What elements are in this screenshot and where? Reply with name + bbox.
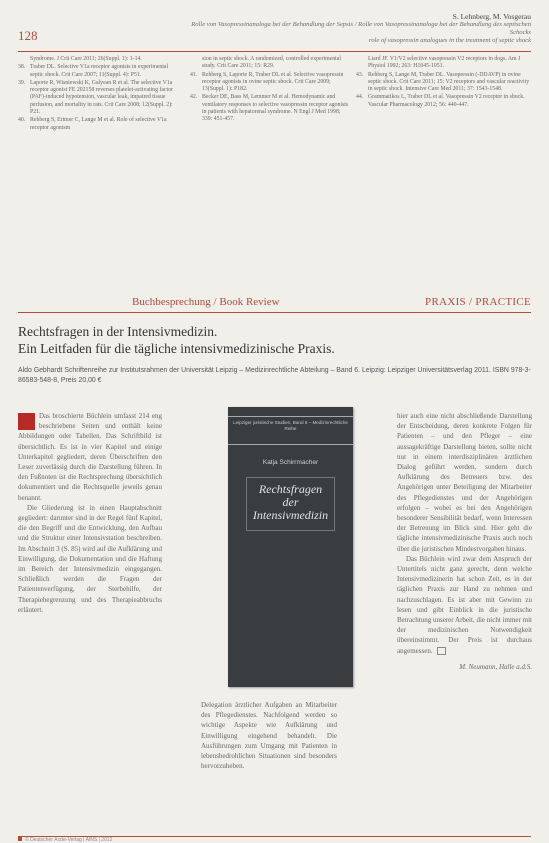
section-header (18, 296, 531, 310)
book-cover-title-line: der (282, 495, 299, 509)
end-mark-icon (437, 647, 446, 655)
review-column-3 (397, 411, 532, 672)
reference-text: Rehberg S, Laporte R, Traber DL et al. Selective vasopressin receptor agonists in ovine septic shock. Crit Care 2009; 13(Suppl. 1): P182. (202, 71, 344, 93)
running-head-authors: S. Lehnberg, M. Vosgerau (452, 12, 531, 21)
book-cover-title-line: Rechtsfragen (258, 482, 323, 496)
dropcap-square (18, 413, 35, 430)
book-cover-title (228, 483, 353, 522)
reference-number: 42. (190, 94, 198, 101)
running-head (191, 13, 531, 45)
review-column-2 (201, 700, 337, 771)
reference-number: 40. (18, 117, 26, 124)
paragraph: hier auch eine nicht abschließende Darstellung der Entscheidung, deren konkrete Folgen für Patienten – und den Pfleger – eine aussagekräftige Darstellung bieten, sollte nicht nur in einem interdisziplinären ärztlichen Dialog geführt werden, sondern durch Aufklärung des Betreuers bzw. des Angehörigen unter Beteiligung der Mitarbeiter des Pflegedienstes und der Angehörigen erfolgen – wobei es bei den Angehörigen besonderer Sensibilität bedarf, wenn Interessen der Betreuung im Blick sind. Hier geht die tägliche intensivmedizinische Praxis auch noch über die juristischen Mindestvorgaben hinaus. (397, 412, 532, 553)
reference-number: 44. (356, 94, 364, 101)
reference-item (356, 56, 531, 71)
running-head-title-2: role of vasopressin analogues in the treatment of septic shock (368, 37, 531, 44)
reference-text: Rehberg S, Ertmer C, Lange M et al. Role of selective V1a receptor agonism (30, 117, 167, 131)
reference-item (190, 94, 350, 123)
reference-text: Grammatikos L, Traber DL et al. Vasopressin V2 receptor in shock. Vascular Pharmacology 2012; 56: 440-447. (368, 94, 525, 108)
reference-text: sion in septic shock. A randomized, controlled experimental study. Crit Care 2011; 15: R29. (202, 56, 341, 70)
reference-item (190, 72, 350, 94)
reference-text: Syndrome. J Crit Care 2011; 26(Suppl. 1): 1-14. (30, 56, 142, 62)
page-number: 128 (18, 28, 38, 43)
book-cover-title-line: Intensivmedizin (252, 508, 329, 522)
footer (18, 837, 112, 843)
reference-item (18, 80, 178, 116)
reference-text: Laporte R, Wisniewski K, Galyean R et al. The selective V1a receptor agonist FE 202158 reverses platelet-activating factor (PAF)-induced hypotension, vascular leak, impaired tissue perfusion, and mortality in rats. Crit Care 2008; 12(Suppl. 2): P21. (30, 79, 173, 116)
review-title-line-2: Ein Leitfaden für die tägliche intensivmedizinische Praxis. (18, 341, 335, 356)
references-column-2 (190, 56, 350, 125)
reference-number: 43. (356, 71, 364, 78)
reference-item (356, 72, 531, 94)
footer-square-icon (18, 837, 22, 841)
section-tag: PRAXIS / PRACTICE (425, 296, 531, 308)
reviewer-signature: M. Neumann, Halle a.d.S. (459, 662, 532, 671)
book-cover-series: Leipziger juristische Studien, Band 6 – Medizinrechtliche Reihe (228, 416, 353, 445)
paragraph: Delegation ärztlicher Aufgaben an Mitarbeiter des Pflegedienstes. Nachfolgend werden so wichtige Aspekte wie Aufklärung und Einwilligung eingehend behandelt. Die Ausführungen zum Umgang mit Patienten in lebensbedrohlichen Situationen sind besonders hervorzuheben. (201, 701, 337, 771)
header-rule (18, 51, 531, 52)
reference-number: 39. (18, 79, 26, 86)
paragraph: Das broschierte Büchlein umfasst 214 eng beschriebene Seiten und enthält keine Abbildungen oder Tabellen. Das Schriftbild ist übersichtlich. Es ist in vier Kapitel und einige Unterkapitel gegliedert, deren Überschriften den Leser zuverlässig durch die Darstellung führen. In den Fußnoten ist die Rechtsprechung übersichtlich dokumentiert und die Rechtsquelle jeweils genau benannt. (18, 412, 162, 502)
reference-item (18, 56, 178, 63)
reference-text: Liard JF. V1/V2 selective vasopressin V2 receptors in dogs. Am J Physiol 1992; 263: H1045-1051. (368, 56, 521, 70)
section-rule (18, 312, 531, 313)
footer-text: © Deutscher Ärzte-Verlag | AINS | 2012 (25, 837, 113, 843)
reference-item (356, 94, 531, 109)
paragraph-text: Das Büchlein wird zwar dem Anspruch der Untertitels nicht ganz gerecht, denn welche Intensivmedizinerin hat schon Zeit, es in der täglichen Praxis zur Hand zu nehmen und nachzuschlagen. Es ist aber mit Gewinn zu lesen und gibt Einblick in die juristische Betrachtung unserer Arbeit, die nicht immer mit der medizinischen Notwendigkeit übereinstimmt. Der Preis ist durchaus angemessen. (397, 554, 532, 655)
running-head-title-1: Rolle von Vasopressinanaloga bei der Behandlung der Sepsis / Rolle von Vasopressinanaloga bei der Behandlung des septischen Schocks (191, 21, 531, 36)
references-column-3 (356, 56, 531, 110)
reference-number: 38. (18, 64, 26, 71)
reference-item (190, 56, 350, 71)
book-cover-author: Katja Schirrmacher (262, 459, 319, 466)
review-title (18, 323, 518, 357)
paragraph: Die Gliederung ist in einen Hauptabschnitt gegliedert: darunter sind in der Regel fünf Kapitel, die den Begriff und die Entwicklung, den Aufbau und die Struktur einer Intensivstation beschreiben. Im Abschnitt 3 (S. 85) wird auf die Aufklärung und Einwilligung, die Dokumentation und die Haftung im Bereich der Intensivmedizin eingegangen. Schließlich werden die Fragen der Patientenverfügung, der Sterbehilfe, der Therapiebegrenzung und des Therapieabbruchs erläutert. (18, 503, 162, 614)
references (18, 56, 531, 231)
book-cover-image (228, 407, 353, 687)
references-column-1 (18, 56, 178, 133)
reference-number: 41. (190, 71, 198, 78)
reference-item (18, 64, 178, 79)
reference-text: Rehberg S, Lange M, Traber DL. Vasopressin (-DDAVP) in ovine septic shock. Crit Care 2011; 15: V2 receptors and vascular reactivity in septic shock. Intensive Care Med 2011; 37: 1543-1548. (368, 71, 530, 93)
reference-text: Becker DE, Bass M, Lemmer M et al. Hemodynamic and ventilatory responses to selective vasopressin receptor agonists in patients with hepatorenal syndrome. N Engl J Med 1998; 339: 451-457. (202, 94, 349, 123)
review-title-line-1: Rechtsfragen in der Intensivmedizin. (18, 324, 218, 339)
section-title: Buchbesprechung / Book Review (132, 296, 280, 308)
reference-item (18, 117, 178, 132)
reference-text: Traber DL. Selective V1a receptor agonists in experimental septic shock. Crit Care 2007; 11(Suppl. 4): P51. (30, 64, 169, 78)
book-bibliography: Aldo Gebhardt Schriftenreihe zur Institutsrahmen der Universität Leipzig – Medizinrechtliche Abteilung – Band 6. Leipzig: Leipziger Universitätsverlag 2011. ISBN 978-3-86583-548-8, Preis 20,00 € (18, 367, 531, 384)
paragraph-final (397, 554, 532, 656)
review-column-1 (18, 411, 162, 615)
